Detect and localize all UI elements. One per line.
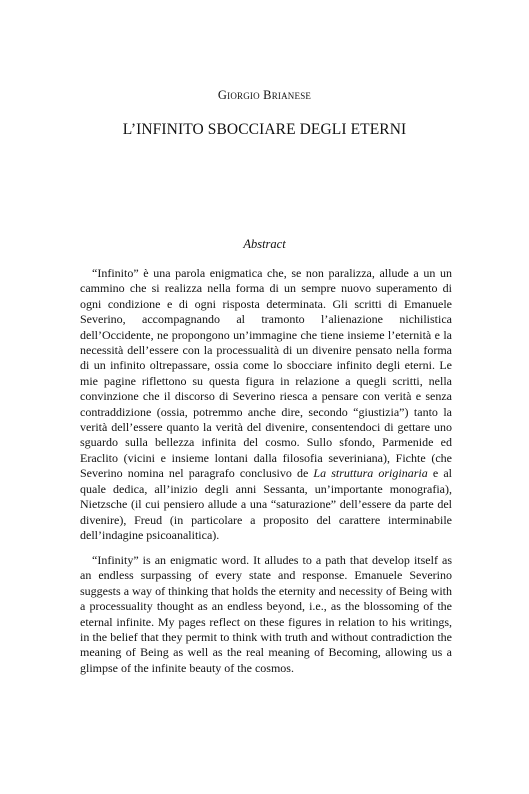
abstract-italian-paragraph (80, 266, 452, 543)
abstract-english-paragraph: “Infinity” is an enigmatic word. It alludes to a path that develop itself as an endless surpassing of every state and response. Emanuele Severino suggests a way of thinking that holds the eternity and necessity of Being with a processuality thought as an endless beyond, i.e., as the blossoming of the eternal infinite. My pages reflect on these figures in relation to his writings, in the belief that they permit to think with truth and without contradiction the meaning of Being as well as the real meaning of Becoming, allowing us a glimpse of the infinite beauty of the cosmos. (80, 553, 452, 675)
abstract-italian-text-2: e al quale dedica, all’inizio degli anni Sessanta, un’importante monografia), Nietzsche (il cui pensiero allude a una “saturazione” dell’essere da parte del divenire), Freud (in particolare a proposito del carattere interminabile dell’indagine psicoanalitica). (80, 466, 452, 542)
book-title-italic: La struttura originaria (313, 466, 428, 481)
author-name: Giorgio Brianese (217, 88, 312, 102)
abstract-heading: Abstract (243, 237, 286, 251)
article-title: L’INFINITO SBOCCIARE DEGLI ETERNI (122, 121, 407, 138)
abstract-italian-text-1: “Infinito” è una parola enigmatica che, se non paralizza, allude a un un cammino che si realizza nella forma di un sempre nuovo superamento di ogni condizione e di ogni risposta determinata. Gli scritti di Emanuele Severino, accompagnando al tramonto l’alienazione nichilistica dell’Occidente, ne propongono un’immagine che tiene insieme l’eternità e la necessità dell’essere con la processualità di un divenire pensato nella forma di un infinito oltrepassare, ossia come lo sbocciare infinito degli eterni. Le mie pagine riflettono su questa figura in relazione a quegli scritti, nella convinzione che il discorso di Severino riesca a pensare con verità e senza contraddizione (ossia, potremmo anche dire, secondo “giustizia”) tanto la verità dell’essere quanto la verità del divenire, consentendoci di gettare uno sguardo sulla bellezza infinita del cosmo. Sullo sfondo, Parmenide ed Eraclito (vicini e insieme lontani dalla filosofia severiniana), Fichte (che Severino nomina nel paragrafo conclusivo de (80, 266, 452, 481)
